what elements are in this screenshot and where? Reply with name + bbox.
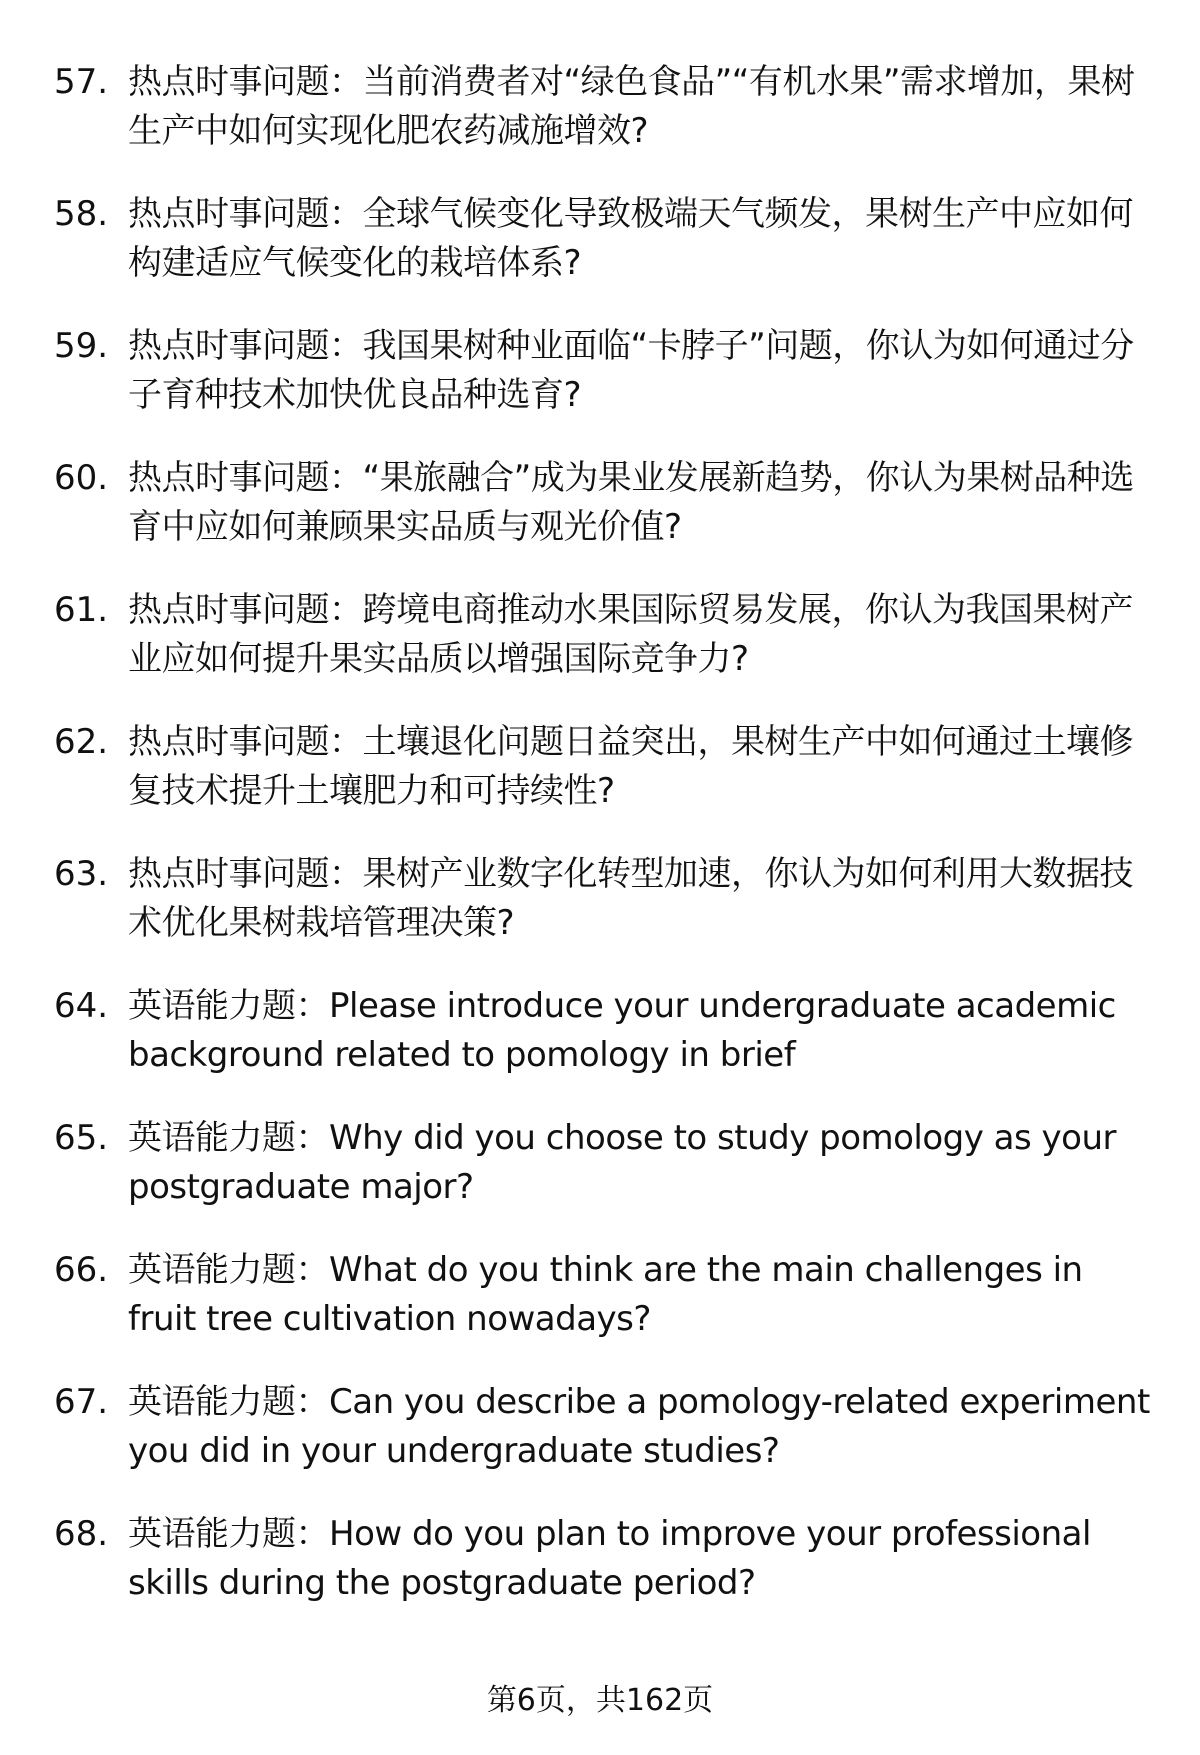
question-item (0, 850, 1200, 982)
question-text: 热点时事问题：果树产业数字化转型加速，你认为如何利用大数据技术优化果树栽培管理决策? (128, 854, 1133, 943)
question-text: 英语能力题：Can you describe a pomology-related experiment you did in your undergraduate studies? (128, 1382, 1150, 1471)
question-text: 热点时事问题：全球气候变化导致极端天气频发，果树生产中应如何构建适应气候变化的栽培体系? (128, 194, 1133, 283)
question-text: 热点时事问题：土壤退化问题日益突出，果树生产中如何通过土壤修复技术提升土壤肥力和可持续性? (128, 722, 1133, 811)
question-number: 63. (54, 854, 109, 894)
question-text: 热点时事问题：当前消费者对“绿色食品”“有机水果”需求增加，果树生产中如何实现化肥农药减施增效? (128, 62, 1135, 151)
question-text: 热点时事问题：“果旅融合”成为果业发展新趋势，你认为果树品种选育中应如何兼顾果实品质与观光价值? (128, 458, 1134, 547)
question-item (0, 1510, 1200, 1642)
question-item (0, 454, 1200, 586)
question-number: 58. (54, 194, 109, 234)
question-number: 66. (54, 1250, 109, 1290)
question-text: 英语能力题：What do you think are the main challenges in fruit tree cultivation nowadays? (128, 1250, 1083, 1339)
question-number: 65. (54, 1118, 109, 1158)
question-text: 英语能力题：How do you plan to improve your professional skills during the postgraduate period? (128, 1514, 1091, 1603)
question-list (0, 58, 1200, 1642)
question-text: 英语能力题：Why did you choose to study pomology as your postgraduate major? (128, 1118, 1116, 1207)
question-text: 英语能力题：Please introduce your undergraduate academic background related to pomology in brief (128, 986, 1116, 1075)
question-item (0, 718, 1200, 850)
question-item (0, 58, 1200, 190)
question-item (0, 322, 1200, 454)
question-number: 67. (54, 1382, 109, 1422)
question-number: 68. (54, 1514, 109, 1554)
question-item (0, 1378, 1200, 1510)
question-number: 64. (54, 986, 109, 1026)
question-number: 57. (54, 62, 109, 102)
question-item (0, 1114, 1200, 1246)
question-number: 60. (54, 458, 109, 498)
question-number: 62. (54, 722, 109, 762)
question-item (0, 190, 1200, 322)
question-item (0, 982, 1200, 1114)
page-footer: 第6页，共162页 (486, 1683, 714, 1718)
question-text: 热点时事问题：跨境电商推动水果国际贸易发展，你认为我国果树产业应如何提升果实品质以增强国际竞争力? (128, 590, 1133, 679)
question-item (0, 586, 1200, 718)
question-text: 热点时事问题：我国果树种业面临“卡脖子”问题，你认为如何通过分子育种技术加快优良品种选育? (128, 326, 1134, 415)
question-number: 61. (54, 590, 109, 630)
question-number: 59. (54, 326, 109, 366)
question-item (0, 1246, 1200, 1378)
